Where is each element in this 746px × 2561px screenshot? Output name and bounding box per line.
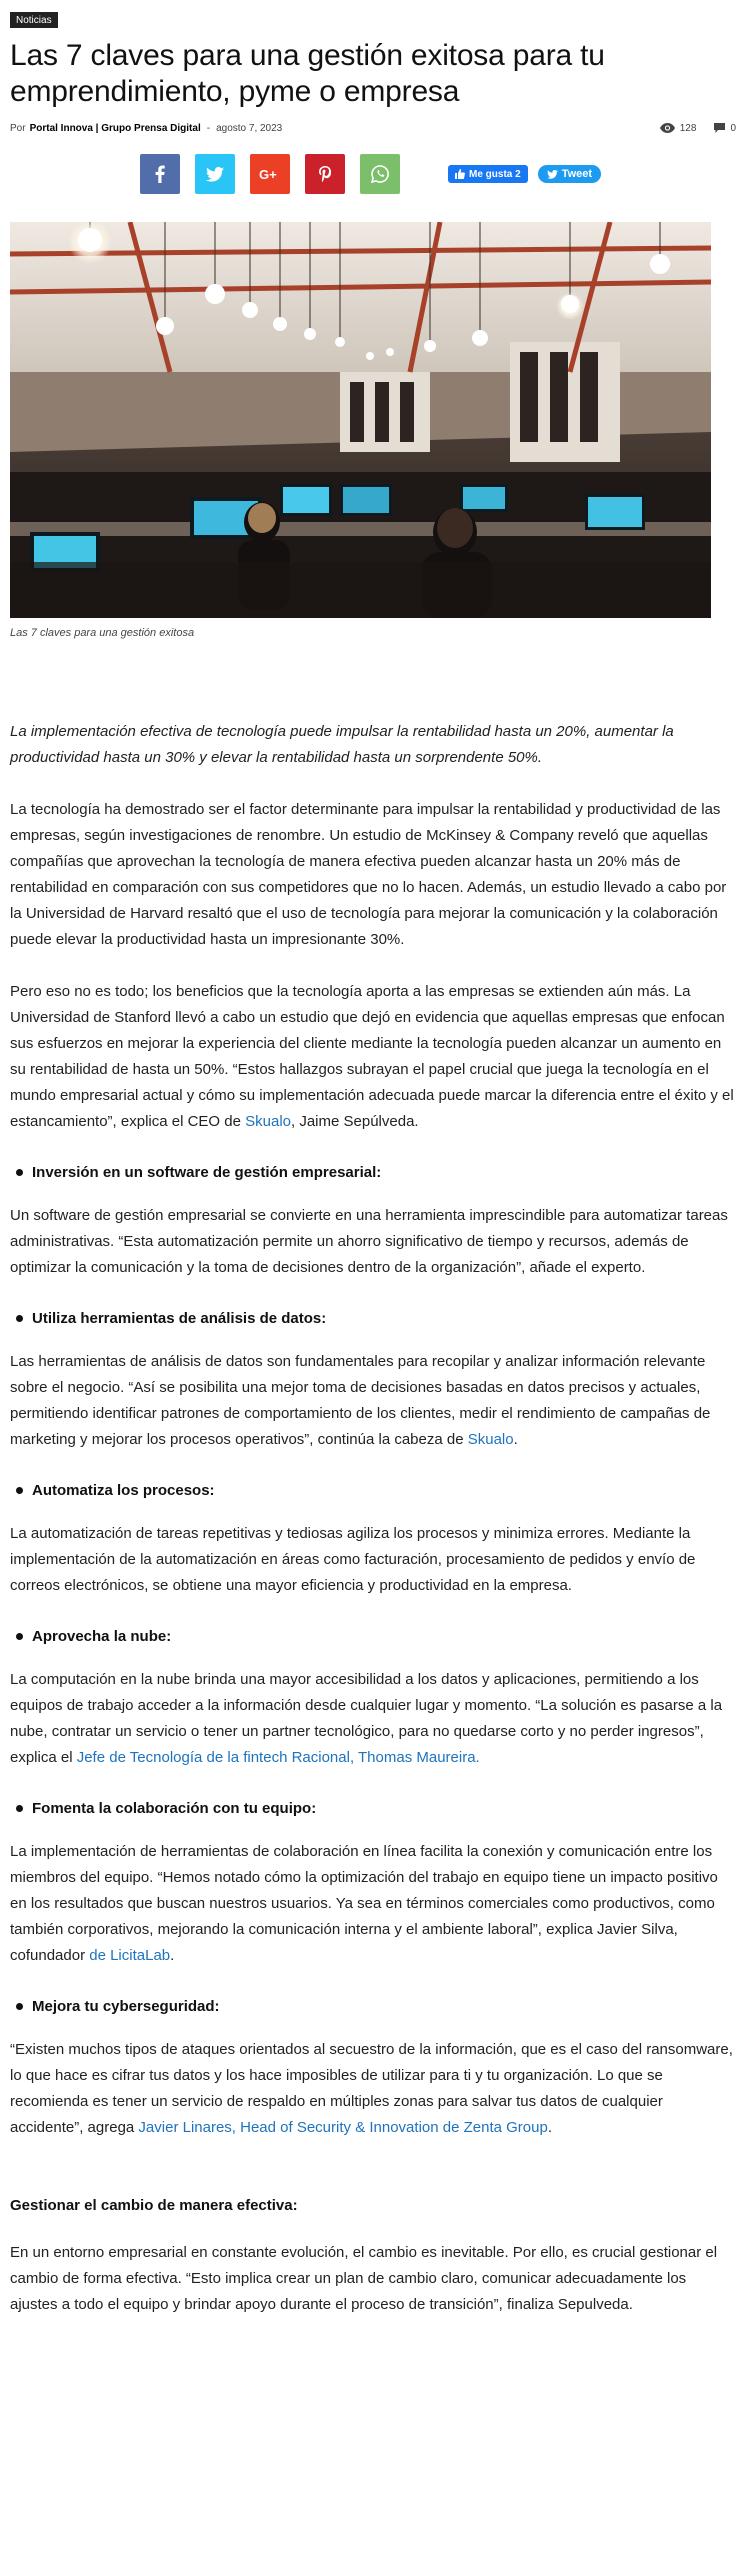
bullet-dot — [16, 1805, 23, 1812]
paragraph-2-end: , Jaime Sepúlveda. — [291, 1113, 419, 1130]
racional-link[interactable]: Jefe de Tecnología de la fintech Racional, Thomas Maureira. — [76, 1749, 480, 1766]
share-bar — [140, 154, 736, 194]
tweet-label: Tweet — [561, 168, 593, 180]
views-count — [660, 123, 697, 134]
zenta-group-link[interactable]: Javier Linares, Head of Security & Innovation de Zenta Group — [138, 2119, 548, 2136]
category-badge[interactable]: Noticias — [10, 12, 58, 28]
heading-text: Utiliza herramientas de análisis de datos: — [32, 1309, 327, 1327]
comments-value: 0 — [730, 122, 736, 134]
heading-text: Mejora tu cyberseguridad: — [32, 1997, 220, 2015]
by-label: Por — [10, 122, 26, 134]
section-heading-software — [10, 1161, 736, 1183]
paragraph-7 — [10, 1839, 736, 1969]
comments-count[interactable] — [714, 123, 736, 134]
heading-text: Aprovecha la nube: — [32, 1627, 172, 1645]
svg-text:G+: G+ — [259, 167, 277, 181]
article-lead: La implementación efectiva de tecnología puede impulsar la rentabilidad hasta un 20%, aumentar la productividad hasta un 30% y elevar la rentabilidad hasta un sorprendente 50%. — [10, 723, 674, 766]
heading-text: Automatiza los procesos: — [32, 1481, 215, 1499]
paragraph-3: Un software de gestión empresarial se convierte en una herramienta imprescindible para automatizar tareas administrativas. “Esta automatización permite un ahorro significativo de tiempo y recursos, además de optimizar la comunicación y la toma de decisiones dentro de la organización”, añade el experto. — [10, 1207, 728, 1276]
paragraph-9: En un entorno empresarial en constante evolución, el cambio es inevitable. Por ello, es crucial gestionar el cambio de forma efectiva. “Esto implica crear un plan de cambio claro, comunicar adecuadamente los ajustes a todo el equipo y brindar apoyo durante el proceso de transición”, finaliza Sepulveda. — [10, 2244, 718, 2313]
paragraph-8 — [10, 2037, 736, 2141]
bullet-dot — [16, 1169, 23, 1176]
thumbs-up-icon — [455, 169, 465, 179]
paragraph-7-end: . — [170, 1947, 175, 1964]
article-stats — [660, 123, 736, 134]
paragraph-1: La tecnología ha demostrado ser el factor determinante para impulsar la rentabilidad y productividad de las empresas, según investigaciones de renombre. Un estudio de McKinsey & Company reveló que aquellas compañías que aprovechan la tecnología de manera efectiva pueden alcanzar hasta un 20% más de rentabilidad en comparación con sus competidores que no lo hacen. Además, un estudio llevado a cabo por la Universidad de Harvard resaltó que el uso de tecnología para mejorar la comunicación y la colaboración puede elevar la productividad hasta un impresionante 30%. — [10, 801, 727, 948]
paragraph-6 — [10, 1667, 736, 1771]
featured-image[interactable] — [10, 222, 711, 618]
paragraph-4 — [10, 1349, 736, 1453]
heading-text: Fomenta la colaboración con tu equipo: — [32, 1799, 317, 1817]
article-title: Las 7 claves para una gestión exitosa para tu emprendimiento, pyme o empresa — [10, 39, 605, 108]
twitter-icon — [206, 167, 224, 182]
views-value: 128 — [679, 122, 697, 134]
paragraph-6-text: La computación en la nube brinda una mayor accesibilidad a los datos y aplicaciones, permitiendo a los equipos de trabajo acceder a la información desde cualquier lugar y momento. “La solución es pasarse a la nube, contratar un servicio o tener un partner tecnológico, para no quedarse corto y no perder ingresos”, explica el — [10, 1671, 723, 1766]
paragraph-8-text: “Existen muchos tipos de ataques orientados al secuestro de la información, que es el caso del ransomware, lo que hace es cifrar tus datos y los hace imposibles de utilizar para ti y tu organización. Lo que se recomienda es tener un servicio de respaldo en múltiples zonas para salvar tus datos de cualquier accidente”, agrega — [10, 2041, 733, 2136]
section-heading-collaboration — [10, 1797, 736, 1819]
paragraph-2-text: Pero eso no es todo; los beneficios que la tecnología aporta a las empresas se extienden aún más. La Universidad de Stanford llevó a cabo un estudio que dejó en evidencia que aquellas empresas que enfocan sus esfuerzos en mejorar la experiencia del cliente mediante la tecnología pueden alcanzar un aumento en su rentabilidad de hasta un 50%. “Estos hallazgos subrayan el papel crucial que juega la tecnología en el mundo empresarial actual y cómo su implementación adecuada puede marcar la diferencia entre el éxito y el estancamiento”, explica el CEO de — [10, 983, 734, 1130]
facebook-like-button[interactable] — [448, 165, 528, 183]
paragraph-7-text: La implementación de herramientas de colaboración en línea facilita la conexión y comunicación entre los miembros del equipo. “Hemos notado cómo la optimización del trabajo en equipo tiene un impacto positivo en los resultados que buscan nuestros usuarios. Ya sea en términos comerciales como productivos, como también corporativos, mejorando la comunicación interna y el ambiente laboral”, explica Javier Silva, cofundador — [10, 1843, 718, 1964]
publish-date: agosto 7, 2023 — [216, 122, 283, 134]
whatsapp-icon — [371, 165, 389, 183]
paragraph-4-text: Las herramientas de análisis de datos son fundamentales para recopilar y analizar información relevante sobre el negocio. “Así se posibilita una mejor toma de decisiones basadas en datos precisos y actuales, permitiendo identificar patrones de comportamiento de los clientes, medir el rendimiento de campañas de marketing y mejorar los procesos operativos”, continúa la cabeza de — [10, 1353, 711, 1448]
skualo-link[interactable]: Skualo — [245, 1113, 291, 1130]
section-heading-cloud — [10, 1625, 736, 1647]
author-link[interactable]: Portal Innova | Grupo Prensa Digital — [29, 122, 201, 134]
office-photo — [10, 222, 711, 618]
section-heading-automation — [10, 1479, 736, 1501]
section-heading-analytics — [10, 1307, 736, 1329]
like-label: Me gusta 2 — [469, 168, 521, 180]
share-twitter-button[interactable] — [195, 154, 235, 194]
comment-icon — [714, 123, 725, 133]
paragraph-4-end: . — [513, 1431, 518, 1448]
share-whatsapp-button[interactable] — [360, 154, 400, 194]
bullet-dot — [16, 1315, 23, 1322]
section-heading-cybersecurity — [10, 1995, 736, 2017]
meta-separator: - — [206, 122, 211, 134]
share-pinterest-button[interactable] — [305, 154, 345, 194]
heading-text: Inversión en un software de gestión empresarial: — [32, 1163, 382, 1181]
share-googleplus-button[interactable] — [250, 154, 290, 194]
licitalab-link[interactable]: de LicitaLab — [89, 1947, 171, 1964]
section-heading-change: Gestionar el cambio de manera efectiva: — [10, 2197, 298, 2214]
tweet-button[interactable] — [538, 165, 601, 183]
image-caption: Las 7 claves para una gestión exitosa — [10, 627, 195, 639]
pinterest-icon — [319, 166, 331, 182]
share-facebook-button[interactable] — [140, 154, 180, 194]
twitter-icon — [547, 170, 558, 179]
paragraph-8-end: . — [547, 2119, 552, 2136]
bullet-dot — [16, 2003, 23, 2010]
paragraph-2 — [10, 979, 736, 1135]
paragraph-5: La automatización de tareas repetitivas y tediosas agiliza los procesos y minimiza errores. Mediante la implementación de la automatización en áreas como facturación, procesamiento de pedidos y envío de correos electrónicos, se obtiene una mayor eficiencia y productividad en la empresa. — [10, 1525, 696, 1594]
article-meta — [10, 120, 736, 136]
bullet-dot — [16, 1487, 23, 1494]
eye-icon — [660, 123, 675, 133]
facebook-icon — [155, 165, 165, 183]
skualo-link[interactable]: Skualo — [467, 1431, 514, 1448]
bullet-dot — [16, 1633, 23, 1640]
google-plus-icon — [259, 167, 281, 181]
